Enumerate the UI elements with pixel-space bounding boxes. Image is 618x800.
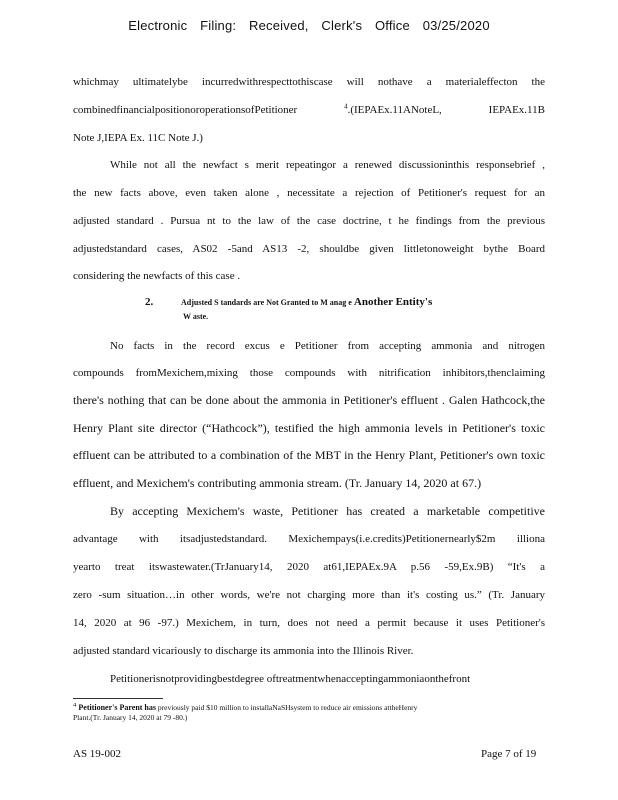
section-title-tail: Another Entity's [353, 296, 433, 308]
filing-stamp: Electronic Filing: Received, Clerk's Office 03/25/2020 [128, 18, 490, 33]
body-line: there's nothing that can be done about the ammonia in Petitioner's effluent . Galen Hathcock,the [73, 393, 545, 407]
page-number: Page 7 of 19 [481, 748, 537, 760]
footnote-divider [73, 698, 163, 699]
body-line: adjusted standard vicariously to discharge its ammonia into the Illinois River. [73, 645, 414, 657]
footnote-bold-text: Petitioner's Parent has [78, 703, 156, 712]
body-line: Note J,IEPA Ex. 11C Note J.) [73, 132, 203, 144]
section-title: Adjusted S tandards are Not Granted to M anag e [181, 298, 352, 307]
body-line: No facts in the record excus e Petitioner from accepting ammonia and nitrogen [110, 340, 545, 352]
section-heading [145, 296, 545, 321]
footnote-text: previously paid $10 million to installaNaSHsystem to reduce air emissions attheHenry [157, 703, 418, 712]
body-line: considering the newfacts of this case . [73, 270, 241, 282]
body-line: whichmay ultimatelybe incurredwithrespecttothiscase will nothave a materialeffecton the [73, 76, 545, 88]
body-line: compounds fromMexichem,mixing those compounds with nitrification inhibitors,thenclaiming [73, 367, 545, 379]
body-line: By accepting Mexichem's waste, Petitioner has created a marketable competitive [110, 504, 545, 518]
section-title-line2: W aste. [183, 312, 209, 321]
body-line: the new facts above, even taken alone , necessitate a rejection of Petitioner's request for an [73, 187, 545, 199]
footnote-reference: 4 [344, 103, 348, 111]
body-line-with-footnote-ref [73, 103, 545, 117]
body-line: effluent can be attributed to a combination of the MBT in the Henry Plant, Petitioner's own toxic [73, 448, 545, 462]
body-line: adjusted standard . Pursua nt to the law of the case doctrine, t he findings from the previous [73, 215, 545, 227]
body-line: Petitionerisnotprovidingbestdegree oftreatmentwhenacceptingammoniaonthefront [110, 673, 470, 685]
body-text: combinedfinancialpositionoroperationsofPetitioner [73, 104, 298, 116]
footnote-line: Plant.(Tr. January 14, 2020 at 79 -80.) [73, 713, 188, 722]
body-line: zero -sum situation…in other words, we're not charging more than it's costing us.” (Tr. January [73, 589, 545, 601]
body-line: effluent, and Mexichem's contributing ammonia stream. (Tr. January 14, 2020 at 67.) [73, 476, 482, 490]
footnote-line [73, 703, 545, 712]
case-number: AS 19-002 [73, 748, 121, 760]
body-text: .(IEPAEx.11ANoteL, IEPAEx.11B [347, 104, 545, 116]
section-number: 2. [145, 296, 154, 308]
body-line: While not all the newfact s merit repeatingor a renewed discussioninthis responsebrief , [110, 159, 545, 171]
body-line: yearto treat itswastewater.(TrJanuary14, 2020 at61,IEPAEx.9A p.56 -59,Ex.9B) “It's a [73, 561, 545, 573]
body-line: 14, 2020 at 96 -97.) Mexichem, in turn, does not need a permit because it uses Petitioner's [73, 617, 545, 629]
body-line: advantage with itsadjustedstandard. Mexichempays(i.e.credits)Petitionernearly$2m illiona [73, 533, 545, 545]
body-line: Henry Plant site director (“Hathcock”), testified the high ammonia levels in Petitioner's toxic [73, 421, 545, 435]
footnote-marker: 4 [73, 703, 77, 709]
body-line: adjustedstandard cases, AS02 -5and AS13 -2, shouldbe given littletonoweight bythe Board [73, 243, 545, 255]
